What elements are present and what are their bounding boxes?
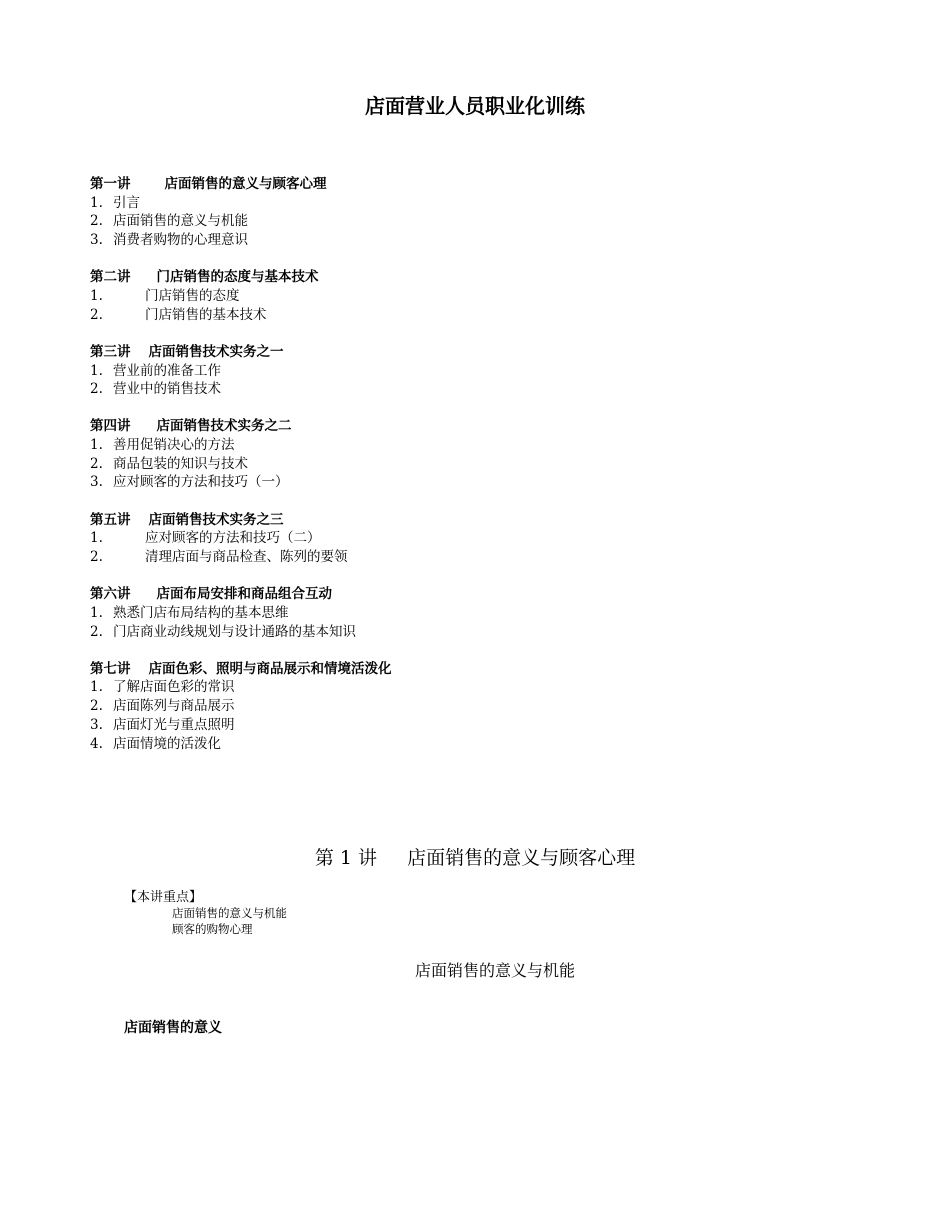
toc-item: 4. 店面情境的活泼化 — [90, 735, 221, 752]
toc-section-title: 店面布局安排和商品组合互动 — [156, 586, 332, 603]
toc-section-heading — [90, 511, 810, 530]
toc-section-heading — [90, 417, 810, 436]
table-of-contents — [90, 175, 810, 772]
toc-item: 1. 引言 — [90, 194, 140, 211]
toc-item: 1. 应对顾客的方法和技巧（二） — [90, 530, 321, 547]
toc-section-7 — [90, 660, 810, 753]
toc-section-heading — [90, 343, 810, 362]
toc-section-4 — [90, 417, 810, 492]
toc-section-heading — [90, 660, 810, 679]
toc-section-3 — [90, 343, 810, 399]
document-title: 店面营业人员职业化训练 — [365, 94, 585, 118]
toc-item: 2. 营业中的销售技术 — [90, 381, 221, 398]
toc-section-title: 店面销售技术实务之三 — [148, 511, 284, 528]
toc-item: 2. 门店商业动线规划与设计通路的基本知识 — [90, 623, 356, 640]
toc-item: 1. 门店销售的态度 — [90, 287, 240, 304]
toc-item: 3. 店面灯光与重点照明 — [90, 716, 235, 733]
toc-section-label: 第五讲 — [90, 511, 131, 528]
toc-item: 3. 消费者购物的心理意识 — [90, 232, 248, 249]
toc-section-label: 第三讲 — [90, 343, 131, 360]
toc-section-label: 第七讲 — [90, 660, 131, 677]
toc-section-heading — [90, 175, 810, 194]
toc-section-title: 门店销售的态度与基本技术 — [156, 269, 319, 286]
toc-section-label: 第二讲 — [90, 269, 131, 286]
toc-item: 1. 了解店面色彩的常识 — [90, 679, 235, 696]
toc-item: 2. 店面销售的意义与机能 — [90, 213, 248, 230]
toc-section-5 — [90, 511, 810, 567]
toc-section-title: 店面销售技术实务之二 — [156, 418, 292, 435]
toc-section-2 — [90, 268, 810, 324]
toc-section-label: 第六讲 — [90, 586, 131, 603]
toc-section-title: 店面销售技术实务之一 — [148, 343, 284, 360]
toc-item: 2. 清理店面与商品检查、陈列的要领 — [90, 549, 348, 565]
toc-section-6 — [90, 585, 810, 641]
toc-section-heading — [90, 268, 810, 287]
key-point-item: 店面销售的意义与机能 — [172, 906, 287, 920]
toc-section-label: 第一讲 — [90, 176, 131, 192]
toc-item: 2. 门店销售的基本技术 — [90, 306, 267, 323]
toc-section-title: 店面色彩、照明与商品展示和情境活泼化 — [148, 660, 392, 677]
key-points-label: 【本讲重点】 — [124, 890, 203, 905]
toc-item: 3. 应对顾客的方法和技巧（一） — [90, 474, 289, 491]
toc-item: 2. 商品包装的知识与技术 — [90, 455, 248, 472]
toc-item: 1. 营业前的准备工作 — [90, 362, 221, 379]
toc-item: 2. 店面陈列与商品展示 — [90, 698, 235, 715]
toc-section-title: 店面销售的意义与顾客心理 — [164, 176, 327, 192]
toc-item: 1. 善用促销决心的方法 — [90, 437, 235, 454]
toc-section-label: 第四讲 — [90, 418, 131, 435]
lecture-title: 第 1 讲 店面销售的意义与顾客心理 — [314, 847, 636, 869]
toc-section-heading — [90, 585, 810, 604]
paragraph-heading: 店面销售的意义 — [124, 1020, 222, 1036]
toc-section-1 — [90, 175, 810, 250]
key-point-item: 顾客的购物心理 — [172, 922, 253, 936]
toc-item: 1. 熟悉门店布局结构的基本思维 — [90, 604, 289, 621]
section-subtitle: 店面销售的意义与机能 — [414, 961, 575, 980]
